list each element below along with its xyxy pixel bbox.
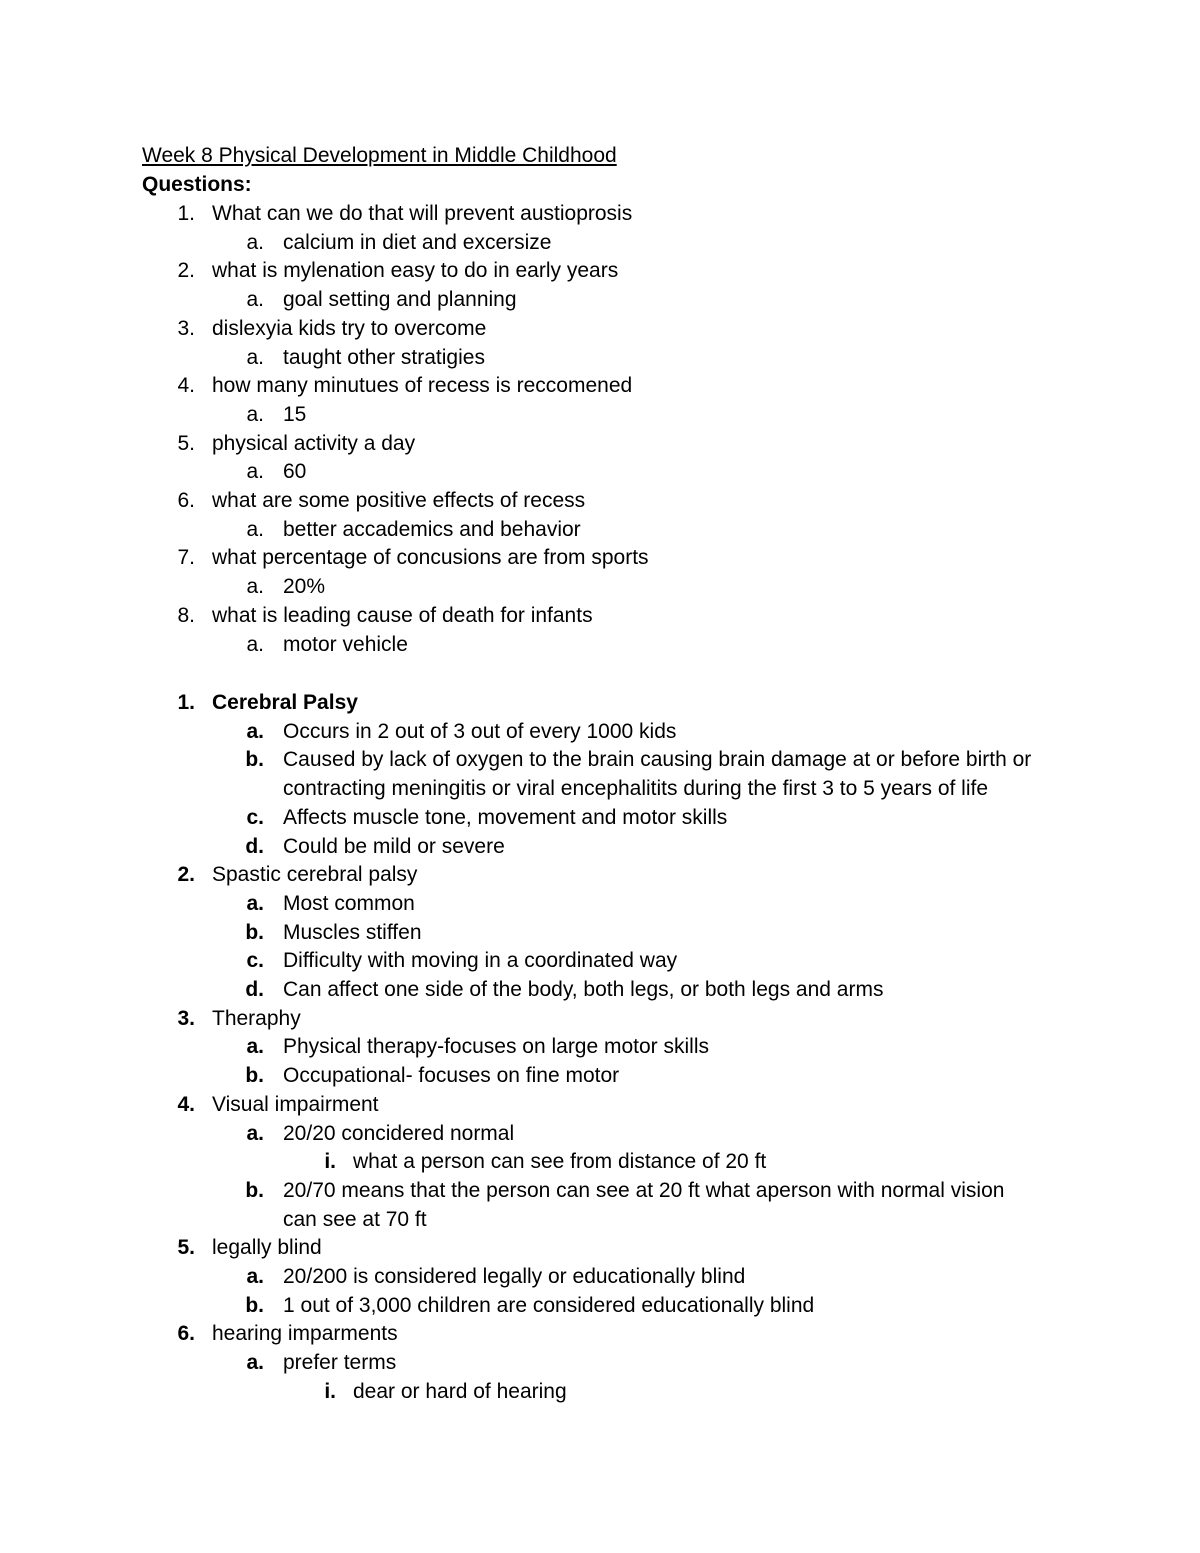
answer-text: taught other stratigies — [283, 345, 485, 369]
answer-text: 60 — [283, 460, 307, 484]
note-sub-text: Affects muscle tone, movement and motor skills — [283, 805, 728, 829]
note-sub-marker: a. — [246, 1265, 264, 1288]
question-number: 3. — [177, 316, 195, 340]
note-sub-text: Muscles stiffen — [283, 920, 422, 944]
answer-marker: a. — [246, 632, 264, 656]
note-sub-marker: a. — [246, 719, 264, 743]
question-text: what are some positive effects of recess — [212, 489, 586, 512]
note-heading: Cerebral Palsy — [212, 691, 358, 714]
note-sub-text: Occurs in 2 out of 3 out of every 1000 kids — [283, 719, 677, 743]
note-sub-marker: a. — [246, 891, 264, 915]
note-number: 6. — [177, 1322, 195, 1346]
answer-text: goal setting and planning — [283, 288, 517, 312]
question-number: 7. — [177, 546, 195, 570]
answer-marker: a. — [246, 517, 264, 541]
note-sub-marker: a. — [246, 1121, 264, 1145]
note-sub-text: Physical therapy-focuses on large motor skills — [283, 1035, 710, 1059]
note-subsub-text: what a person can see from distance of 20 ft — [353, 1150, 767, 1174]
questions-heading: Questions: — [142, 173, 252, 196]
note-sub-marker: b. — [245, 1293, 264, 1317]
question-number: 6. — [177, 489, 195, 512]
note-sub-text: Occupational- focuses on fine motor — [283, 1064, 620, 1088]
note-sub-text: Caused by lack of oxygen to the brain causing brain damage at or before birth or — [283, 748, 1032, 772]
answer-marker: a. — [246, 460, 264, 484]
note-subsub-text: dear or hard of hearing — [353, 1379, 567, 1403]
answer-text: 20% — [283, 575, 326, 599]
question-text: What can we do that will prevent austioprosis — [212, 202, 633, 225]
note-sub-marker: a. — [246, 1035, 264, 1059]
question-number: 5. — [177, 431, 195, 455]
answer-marker: a. — [246, 230, 264, 254]
note-sub-marker: a. — [246, 1351, 264, 1375]
note-number: 5. — [177, 1236, 195, 1260]
note-sub-marker: d. — [245, 834, 264, 858]
document-title: Week 8 Physical Development in Middle Childhood — [142, 144, 617, 167]
note-number: 2. — [177, 863, 195, 887]
note-sub-marker: b. — [245, 920, 264, 944]
note-sub-marker: d. — [245, 978, 264, 1001]
note-heading: Theraphy — [212, 1006, 301, 1030]
question-text: what is mylenation easy to do in early years — [212, 259, 619, 283]
note-number: 4. — [177, 1092, 195, 1116]
note-sub-marker: c. — [246, 949, 264, 973]
answer-text: calcium in diet and excersize — [283, 230, 552, 254]
note-sub-marker: c. — [246, 805, 264, 829]
question-text: what is leading cause of death for infants — [212, 603, 593, 627]
answer-marker: a. — [246, 402, 264, 426]
question-text: physical activity a day — [212, 431, 416, 455]
note-sub-text: can see at 70 ft — [283, 1207, 427, 1231]
question-number: 4. — [177, 374, 195, 398]
answer-text: 15 — [283, 402, 307, 426]
question-number: 2. — [177, 259, 195, 283]
note-sub-text: 20/200 is considered legally or educationally blind — [283, 1265, 746, 1288]
note-sub-text: Difficulty with moving in a coordinated way — [283, 949, 678, 973]
question-number: 1. — [177, 202, 195, 225]
question-text: dislexyia kids try to overcome — [212, 316, 487, 340]
note-sub-text: Could be mild or severe — [283, 834, 505, 858]
note-heading: Visual impairment — [212, 1092, 379, 1116]
note-sub-text: Most common — [283, 891, 415, 915]
note-sub-text: 20/20 concidered normal — [283, 1121, 515, 1145]
note-sub-marker: b. — [245, 1178, 264, 1202]
note-number: 1. — [177, 691, 195, 714]
answer-text: motor vehicle — [283, 632, 408, 656]
note-sub-text: Can affect one side of the body, both legs, or both legs and arms — [283, 978, 884, 1001]
note-sub-marker: b. — [245, 748, 264, 772]
answer-marker: a. — [246, 345, 264, 369]
note-sub-text: 1 out of 3,000 children are considered educationally blind — [283, 1293, 815, 1317]
note-heading: legally blind — [212, 1236, 322, 1260]
note-number: 3. — [177, 1006, 195, 1030]
question-text: what percentage of concusions are from sports — [212, 546, 649, 570]
note-sub-text: contracting meningitis or viral encephalitits during the first 3 to 5 years of life — [283, 777, 989, 801]
note-heading: Spastic cerebral palsy — [212, 863, 418, 887]
note-heading: hearing imparments — [212, 1322, 398, 1346]
note-sub-marker: b. — [245, 1064, 264, 1088]
answer-marker: a. — [246, 575, 264, 599]
note-subsub-marker: i. — [324, 1379, 336, 1403]
answer-text: better accademics and behavior — [283, 517, 581, 541]
question-text: how many minutues of recess is reccomened — [212, 374, 633, 398]
note-sub-text: 20/70 means that the person can see at 20 ft what aperson with normal vision — [283, 1178, 1005, 1202]
note-subsub-marker: i. — [324, 1150, 336, 1174]
answer-marker: a. — [246, 288, 264, 312]
question-number: 8. — [177, 603, 195, 627]
note-sub-text: prefer terms — [283, 1351, 397, 1375]
